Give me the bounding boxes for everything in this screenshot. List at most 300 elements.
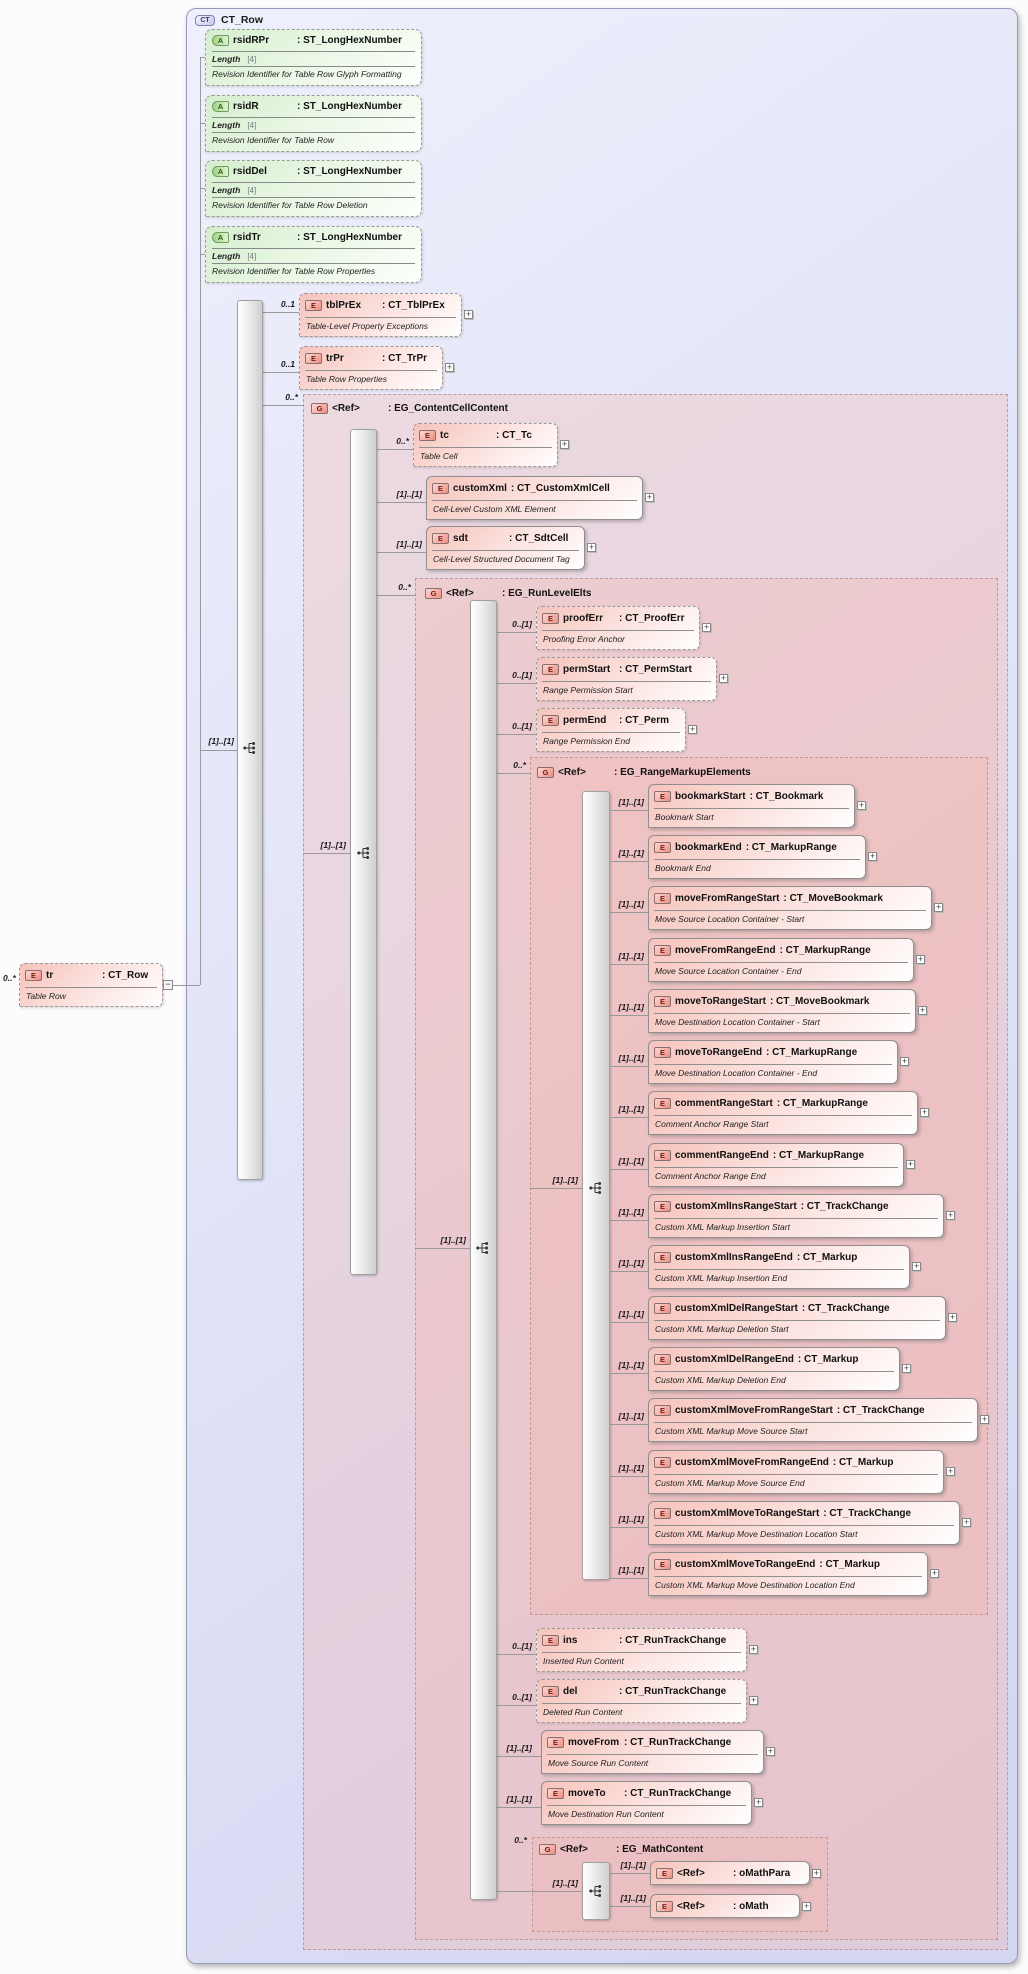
facet-value: [4] (247, 185, 257, 195)
expand-icon[interactable]: + (913, 1261, 920, 1271)
cardinality-label: [1]..[1] (440, 1235, 466, 1245)
element-icon: E (654, 1252, 671, 1263)
element-box-moveToRangeStart (648, 989, 926, 1033)
element-name: customXmlInsRangeEnd (675, 1252, 793, 1263)
element-icon: E (305, 300, 322, 311)
element-icon: E (654, 1508, 671, 1519)
element-type: : CT_Tc (496, 430, 532, 441)
cardinality-label: 0..* (514, 1835, 527, 1845)
cardinality-label: 0..* (513, 760, 526, 770)
connector-line (377, 449, 413, 450)
connector-line (610, 1873, 650, 1874)
connector-line (200, 57, 201, 985)
connector-line (610, 1117, 648, 1118)
element-name: commentRangeEnd (675, 1150, 769, 1161)
cardinality-label: [1]..[1] (618, 1411, 644, 1421)
group-type: : EG_MathContent (616, 1844, 704, 1855)
attribute-icon: A (212, 166, 229, 177)
connector-line (610, 861, 648, 862)
element-type: : CT_CustomXmlCell (510, 483, 610, 494)
element-icon: E (654, 1098, 671, 1109)
cardinality-label: [1]..[1] (320, 840, 346, 850)
attribute-name: rsidRPr (233, 35, 270, 46)
element-icon: E (656, 1901, 673, 1912)
attribute-name: rsidR (233, 101, 259, 112)
element-name: <Ref> (677, 1868, 705, 1879)
facet-name: Length (212, 251, 241, 261)
element-type: : CT_TrackChange (800, 1201, 889, 1212)
group-icon: G (539, 1844, 556, 1855)
element-icon: E (654, 945, 671, 956)
connector-line (497, 1891, 582, 1892)
element-annotation: Table Cell (420, 451, 458, 461)
element-annotation: Custom XML Markup Move Source End (655, 1478, 805, 1488)
connector-line (610, 1015, 648, 1016)
cardinality-label: 0..1 (280, 359, 295, 369)
connector-line (610, 1322, 648, 1323)
expand-icon[interactable]: + (919, 1005, 926, 1015)
element-type: : CT_Perm (619, 715, 670, 726)
element-annotation: Comment Anchor Range End (655, 1171, 766, 1181)
element-box-customXmlMoveToRangeEnd (648, 1552, 938, 1596)
element-icon: E (432, 483, 449, 494)
group-ref: <Ref> (558, 767, 586, 778)
element-icon: E (654, 791, 671, 802)
cardinality-label: [1]..[1] (208, 736, 234, 746)
cardinality-label: [1]..[1] (618, 1309, 644, 1319)
sequence-icon (242, 740, 258, 756)
element-name: customXml (453, 483, 507, 494)
sequence-icon (475, 1240, 491, 1256)
cardinality-label: [1]..[1] (618, 797, 644, 807)
cardinality-label: [1]..[1] (620, 1893, 646, 1903)
element-name: customXmlDelRangeStart (675, 1303, 798, 1314)
element-icon: E (547, 1788, 564, 1799)
attribute-type: : ST_LongHexNumber (297, 232, 403, 243)
element-icon: E (654, 1303, 671, 1314)
cardinality-label: 0..[1] (512, 721, 532, 731)
connector-line (173, 985, 200, 986)
element-icon: E (654, 1559, 671, 1570)
element-type: : CT_RunTrackChange (624, 1737, 732, 1748)
cardinality-label: 0..* (396, 436, 409, 446)
element-icon: E (656, 1868, 673, 1879)
attribute-box-rsidRPr (205, 29, 422, 86)
connector-line (497, 632, 536, 633)
element-icon: E (432, 533, 449, 544)
sequence-icon (588, 1883, 604, 1899)
element-icon: E (25, 970, 42, 981)
element-box-customXml (426, 476, 653, 520)
attribute-icon: A (212, 101, 229, 112)
element-annotation: Move Destination Location Container - Start (655, 1017, 820, 1027)
complex-type-header (195, 14, 263, 26)
connector-line (610, 1271, 648, 1272)
cardinality-label: 0..1 (280, 299, 295, 309)
element-type: : CT_MarkupRange (772, 1150, 865, 1161)
element-box-ins (536, 1628, 757, 1672)
element-name: moveToRangeEnd (675, 1047, 763, 1058)
element-box-moveToRangeEnd (648, 1040, 908, 1084)
collapse-icon[interactable]: − (163, 980, 173, 990)
element-name: moveFromRangeStart (675, 893, 780, 904)
group-ref: <Ref> (446, 588, 474, 599)
attribute-box-rsidR (205, 95, 422, 152)
attribute-type: : ST_LongHexNumber (297, 35, 403, 46)
connector-line (497, 683, 536, 684)
element-type: : CT_ProofErr (619, 613, 685, 624)
element-name: bookmarkEnd (675, 842, 742, 853)
element-annotation: Table Row (26, 991, 66, 1001)
cardinality-label: [1]..[1] (618, 1207, 644, 1217)
cardinality-label: [1]..[1] (620, 1860, 646, 1870)
element-box-customXmlInsRangeEnd (648, 1245, 920, 1289)
group-header (539, 1844, 703, 1855)
element-box-permEnd (536, 708, 696, 752)
element-icon: E (654, 1457, 671, 1468)
element-name: customXmlMoveFromRangeStart (675, 1405, 833, 1416)
attribute-type: : ST_LongHexNumber (297, 166, 403, 177)
expand-icon[interactable]: + (903, 1363, 910, 1373)
element-box-oMathPara (650, 1861, 820, 1885)
element-annotation: Custom XML Markup Deletion Start (655, 1324, 789, 1334)
element-type: : CT_MarkupRange (766, 1047, 858, 1058)
connector-line (263, 372, 299, 373)
element-box-oMath (650, 1894, 810, 1918)
element-icon: E (419, 430, 436, 441)
element-box-moveFromRangeEnd (648, 938, 924, 982)
element-type: : CT_SdtCell (509, 533, 569, 544)
element-icon: E (654, 1405, 671, 1416)
element-name: moveFromRangeEnd (675, 945, 776, 956)
expand-icon[interactable]: + (767, 1746, 774, 1756)
element-name: customXmlDelRangeEnd (675, 1354, 794, 1365)
element-box-bookmarkEnd (648, 835, 876, 879)
cardinality-label: [1]..[1] (618, 1258, 644, 1268)
element-type: : CT_Markup (832, 1457, 894, 1468)
expand-icon[interactable]: + (917, 954, 924, 964)
connector-line (530, 1188, 582, 1189)
connector-line (200, 750, 237, 751)
connector-line (497, 1756, 541, 1757)
element-annotation: Bookmark End (655, 863, 711, 873)
sequence-icon (588, 1180, 604, 1196)
element-box-customXmlMoveFromRangeEnd (648, 1450, 954, 1494)
facet-name: Length (212, 54, 241, 64)
element-annotation: Custom XML Markup Insertion Start (655, 1222, 790, 1232)
element-annotation: Move Destination Run Content (548, 1809, 664, 1819)
group-type: : EG_RangeMarkupElements (614, 767, 751, 778)
connector-line (610, 1169, 648, 1170)
element-icon: E (305, 353, 322, 364)
expand-icon[interactable]: + (703, 622, 710, 632)
element-box-bookmarkStart (648, 784, 865, 828)
cardinality-label: 0..[1] (512, 1641, 532, 1651)
cardinality-label: [1]..[1] (618, 1514, 644, 1524)
element-box-del (536, 1679, 757, 1723)
element-type: : CT_MarkupRange (745, 842, 837, 853)
expand-icon[interactable]: + (949, 1312, 956, 1322)
connector-line (610, 1476, 648, 1477)
element-icon: E (542, 613, 559, 624)
element-type: : CT_MarkupRange (779, 945, 871, 956)
cardinality-label: [1]..[1] (552, 1175, 578, 1185)
element-type: : CT_Markup (797, 1354, 859, 1365)
attribute-annotation: Revision Identifier for Table Row Properties (212, 266, 376, 276)
group-header (537, 767, 751, 778)
element-name: trPr (326, 353, 344, 364)
group-icon: G (425, 588, 442, 599)
attribute-type: : ST_LongHexNumber (297, 101, 403, 112)
cardinality-label: 0..[1] (512, 670, 532, 680)
complex-type-icon: CT (195, 15, 215, 26)
attribute-box-rsidTr (205, 226, 422, 283)
element-annotation: Range Permission End (543, 736, 630, 746)
element-icon: E (542, 664, 559, 675)
element-type: : CT_MoveBookmark (783, 893, 883, 904)
element-name: proofErr (563, 613, 603, 624)
group-ref: <Ref> (332, 403, 360, 414)
expand-icon[interactable]: + (963, 1517, 970, 1527)
connector-line (497, 1705, 536, 1706)
element-name: commentRangeStart (675, 1098, 773, 1109)
element-annotation: Comment Anchor Range Start (655, 1119, 769, 1129)
element-type: : CT_RunTrackChange (624, 1788, 732, 1799)
element-icon: E (654, 1201, 671, 1212)
connector-line (377, 595, 415, 596)
element-type: : CT_Markup (819, 1559, 880, 1570)
element-annotation: Cell-Level Structured Document Tag (433, 554, 570, 564)
element-box-customXmlDelRangeEnd (648, 1347, 910, 1391)
element-annotation: Custom XML Markup Deletion End (655, 1375, 786, 1385)
element-box-tblPrEx (299, 293, 472, 337)
expand-icon[interactable]: + (720, 673, 727, 683)
element-name: permStart (563, 664, 611, 675)
element-box-commentRangeEnd (648, 1143, 914, 1187)
cardinality-label: 0..* (398, 582, 411, 592)
element-type: : CT_TrPr (382, 353, 428, 364)
element-box-customXmlDelRangeStart (648, 1296, 956, 1340)
group-icon: G (311, 403, 328, 414)
element-icon: E (654, 996, 671, 1007)
group-header (311, 403, 508, 414)
group-header (425, 588, 591, 599)
cardinality-label: [1]..[1] (618, 1360, 644, 1370)
connector-line (415, 1248, 470, 1249)
connector-line (303, 853, 350, 854)
connector-line (610, 1373, 648, 1374)
expand-icon[interactable]: + (901, 1056, 908, 1066)
connector-line (610, 1906, 650, 1907)
connector-line (263, 312, 299, 313)
cardinality-label: [1]..[1] (396, 539, 422, 549)
connector-line (610, 912, 648, 913)
element-name: moveTo (568, 1788, 606, 1799)
expand-icon[interactable]: + (646, 492, 653, 502)
element-type: : CT_MoveBookmark (769, 996, 870, 1007)
element-name: moveToRangeStart (675, 996, 766, 1007)
element-annotation: Move Source Run Content (548, 1758, 649, 1768)
group-ref: <Ref> (560, 1844, 588, 1855)
element-name: bookmarkStart (675, 791, 746, 802)
element-type: : CT_RunTrackChange (619, 1686, 727, 1697)
expand-icon[interactable]: + (947, 1210, 954, 1220)
facet-value: [4] (247, 120, 257, 130)
expand-icon[interactable]: + (689, 724, 696, 734)
element-annotation: Custom XML Markup Move Destination Location Start (655, 1529, 858, 1539)
attribute-annotation: Revision Identifier for Table Row Deletion (212, 200, 368, 210)
group-type: : EG_RunLevelElts (502, 588, 592, 599)
element-type: : CT_TrackChange (836, 1405, 925, 1416)
connector-line (610, 810, 648, 811)
expand-icon[interactable]: + (907, 1159, 914, 1169)
expand-icon[interactable]: + (858, 800, 865, 810)
group-type: : EG_ContentCellContent (388, 403, 508, 414)
element-annotation: Deleted Run Content (543, 1707, 623, 1717)
expand-icon[interactable]: + (869, 851, 876, 861)
connector-line (610, 1424, 648, 1425)
attribute-name: rsidDel (233, 166, 267, 177)
cardinality-label: [1]..[1] (618, 1002, 644, 1012)
connector-line (377, 502, 426, 503)
cardinality-label: 0..[1] (512, 619, 532, 629)
element-icon: E (654, 893, 671, 904)
expand-icon[interactable]: + (561, 439, 568, 449)
attribute-name: rsidTr (233, 232, 261, 243)
connector-line (263, 405, 303, 406)
sequence-icon (356, 845, 372, 861)
expand-icon[interactable]: + (465, 309, 472, 319)
attribute-annotation: Revision Identifier for Table Row (212, 135, 335, 145)
connector-line (610, 1066, 648, 1067)
expand-icon[interactable]: + (813, 1868, 820, 1878)
element-name: customXmlMoveToRangeEnd (675, 1559, 816, 1570)
expand-icon[interactable]: + (755, 1797, 762, 1807)
element-annotation: Bookmark Start (655, 812, 714, 822)
facet-name: Length (212, 185, 241, 195)
cardinality-label: 0..* (3, 973, 16, 983)
attribute-icon: A (212, 232, 229, 243)
element-type: : oMath (733, 1901, 769, 1912)
connector-line (610, 1220, 648, 1221)
expand-icon[interactable]: + (803, 1901, 810, 1911)
element-icon: E (547, 1737, 564, 1748)
element-annotation: Cell-Level Custom XML Element (433, 504, 556, 514)
element-name: ins (563, 1635, 578, 1646)
element-name: <Ref> (677, 1901, 705, 1912)
element-type: : CT_MarkupRange (776, 1098, 868, 1109)
element-icon: E (542, 1635, 559, 1646)
facet-value: [4] (247, 251, 257, 261)
element-box-moveTo (541, 1781, 762, 1825)
connector-line (497, 773, 530, 774)
element-box-customXmlInsRangeStart (648, 1194, 954, 1238)
connector-line (497, 734, 536, 735)
element-type: : CT_TrackChange (823, 1508, 912, 1519)
element-type: : CT_TrackChange (801, 1303, 890, 1314)
cardinality-label: [1]..[1] (618, 951, 644, 961)
connector-line (610, 964, 648, 965)
expand-icon[interactable]: + (981, 1414, 988, 1424)
element-type: : oMathPara (733, 1868, 791, 1879)
expand-icon[interactable]: + (935, 902, 942, 912)
element-icon: E (542, 1686, 559, 1697)
expand-icon[interactable]: + (446, 362, 453, 372)
cardinality-label: 0..[1] (512, 1692, 532, 1702)
cardinality-label: [1]..[1] (618, 1463, 644, 1473)
element-icon: E (654, 842, 671, 853)
element-box-permStart (536, 657, 727, 701)
element-annotation: Inserted Run Content (543, 1656, 624, 1666)
element-box-commentRangeStart (648, 1091, 928, 1135)
element-annotation: Table-Level Property Exceptions (306, 321, 429, 331)
cardinality-label: [1]..[1] (618, 1565, 644, 1575)
element-name: moveFrom (568, 1737, 620, 1748)
element-name: tr (46, 970, 54, 981)
element-annotation: Custom XML Markup Insertion End (655, 1273, 788, 1283)
cardinality-label: [1]..[1] (618, 848, 644, 858)
element-box-customXmlMoveFromRangeStart (648, 1398, 988, 1442)
element-box-moveFromRangeStart (648, 886, 942, 930)
group-icon: G (537, 767, 554, 778)
element-annotation: Custom XML Markup Move Destination Location End (655, 1580, 855, 1590)
facet-value: [4] (247, 54, 257, 64)
element-annotation: Proofing Error Anchor (543, 634, 625, 644)
element-box-trPr (299, 346, 453, 390)
element-name: sdt (453, 533, 468, 544)
cardinality-label: [1]..[1] (618, 1104, 644, 1114)
element-box-proofErr (536, 606, 710, 650)
facet-name: Length (212, 120, 241, 130)
element-box-moveFrom (541, 1730, 774, 1774)
element-type: : CT_TblPrEx (382, 300, 445, 311)
element-box-tr (19, 963, 163, 1007)
attribute-box-rsidDel (205, 160, 422, 217)
element-annotation: Move Destination Location Container - End (655, 1068, 818, 1078)
element-annotation: Move Source Location Container - End (655, 966, 802, 976)
element-icon: E (654, 1047, 671, 1058)
element-type: : CT_PermStart (619, 664, 692, 675)
element-annotation: Custom XML Markup Move Source Start (655, 1426, 808, 1436)
attribute-annotation: Revision Identifier for Table Row Glyph Formatting (212, 69, 402, 79)
element-name: permEnd (563, 715, 607, 726)
expand-icon[interactable]: + (921, 1107, 928, 1117)
cardinality-label: [1]..[1] (396, 489, 422, 499)
connector-line (610, 1527, 648, 1528)
element-annotation: Table Row Properties (306, 374, 387, 384)
cardinality-label: [1]..[1] (506, 1794, 532, 1804)
element-name: customXmlMoveFromRangeEnd (675, 1457, 829, 1468)
expand-icon[interactable]: + (947, 1466, 954, 1476)
cardinality-label: [1]..[1] (618, 1156, 644, 1166)
expand-icon[interactable]: + (750, 1695, 757, 1705)
connector-line (610, 1578, 648, 1579)
expand-icon[interactable]: + (931, 1568, 938, 1578)
expand-icon[interactable]: + (750, 1644, 757, 1654)
element-annotation: Move Source Location Container - Start (655, 914, 805, 924)
element-icon: E (654, 1354, 671, 1365)
cardinality-label: [1]..[1] (552, 1878, 578, 1888)
element-box-sdt (426, 526, 595, 570)
element-name: del (563, 1686, 578, 1697)
cardinality-label: [1]..[1] (618, 899, 644, 909)
cardinality-label: [1]..[1] (506, 1743, 532, 1753)
element-icon: E (654, 1150, 671, 1161)
expand-icon[interactable]: + (588, 542, 595, 552)
element-icon: E (542, 715, 559, 726)
element-name: customXmlInsRangeStart (675, 1201, 797, 1212)
cardinality-label: 0..* (285, 392, 298, 402)
